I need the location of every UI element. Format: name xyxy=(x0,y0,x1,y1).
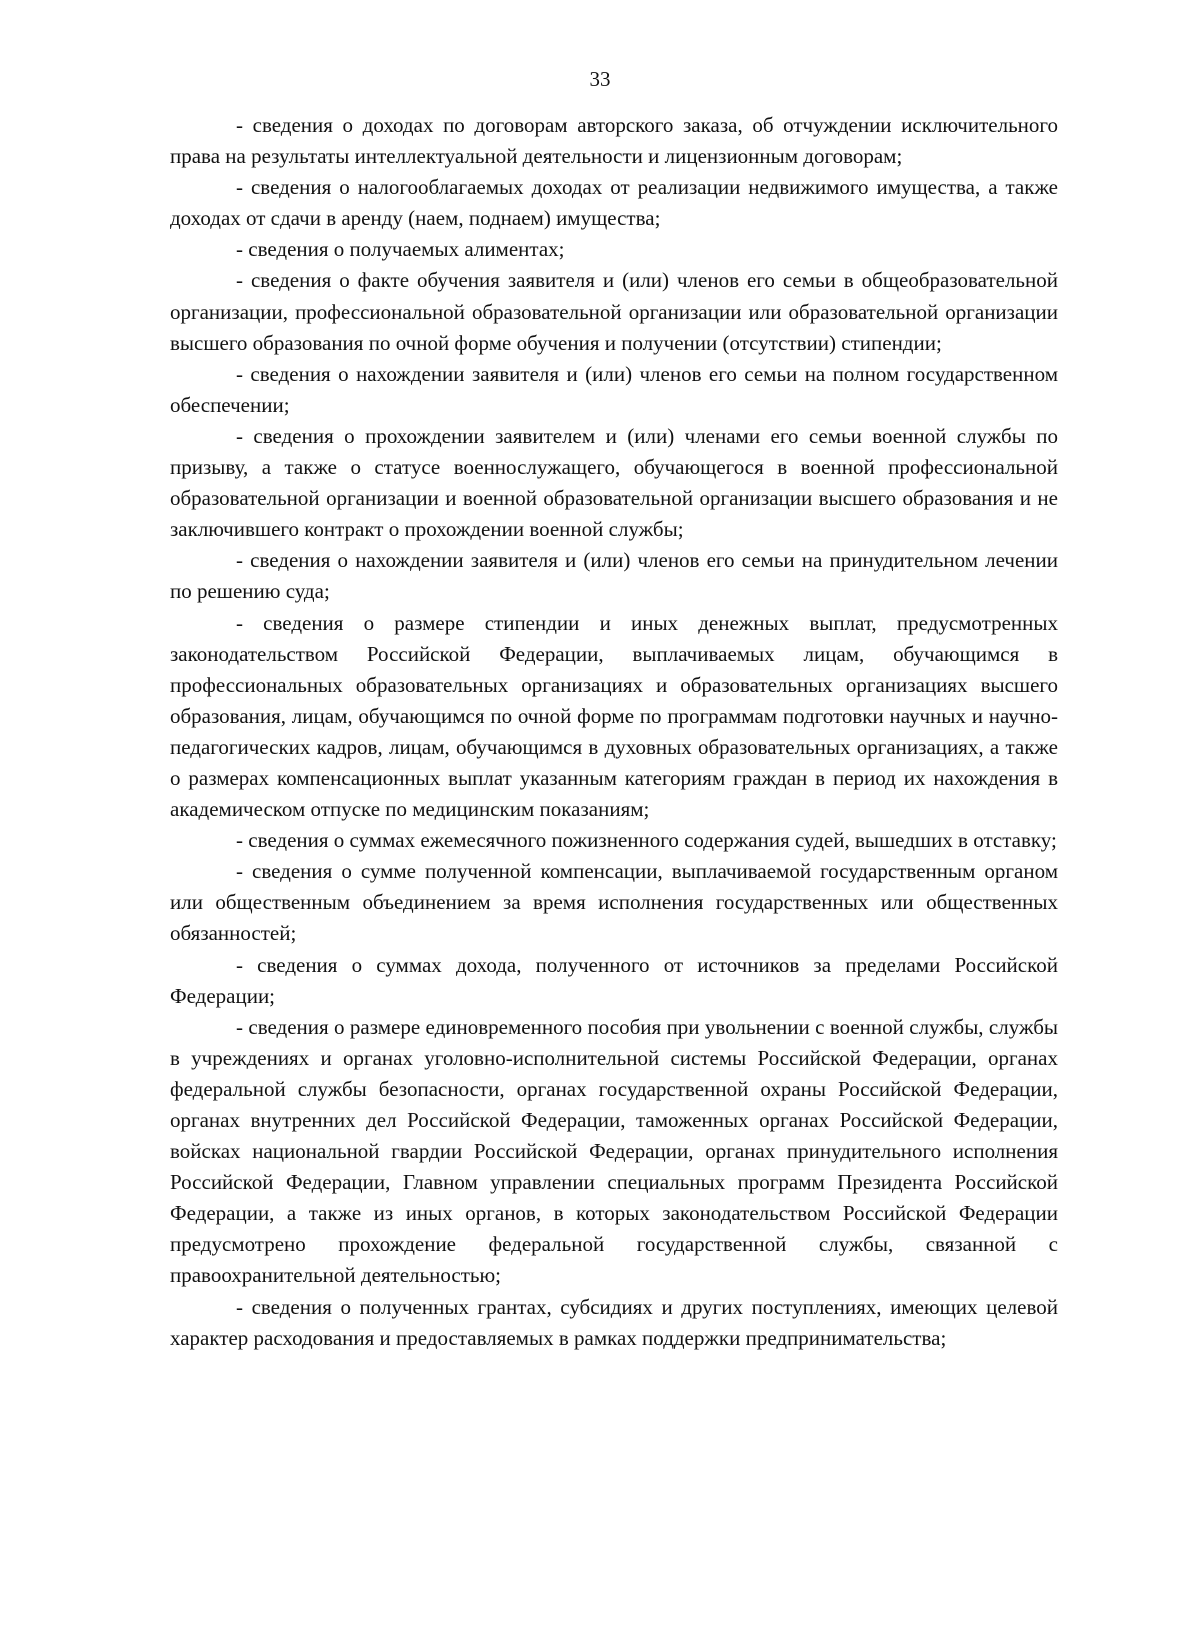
paragraph-real-estate-income: - сведения о налогооблагаемых доходах от реализации недвижимого имущества, а также доходах от сдачи в аренду (наем, поднаем) имущества; xyxy=(170,175,1058,231)
document-body xyxy=(170,110,1058,1354)
paragraph-alimony: - сведения о получаемых алиментах; xyxy=(236,237,565,262)
paragraph-severance-allowance: - сведения о размере единовременного пособия при увольнении с военной службы, службы в учреждениях и органах уголовно-исполнительной системы Российской Федерации, органах федеральной службы безопасности, органах государственной охраны Российской Федерации, органах внутренних дел Российской Федерации, таможенных органах Российской Федерации, войсках национальной гвардии Российской Федерации, органах принудительного исполнения Российской Федерации, Главном управлении специальных программ Президента Российской Федерации, а также из иных органов, в которых законодательством Российской Федерации предусмотрено прохождение федеральной государственной службы, связанной с правоохранительной деятельностью; xyxy=(170,1014,1058,1288)
page-number: 33 xyxy=(589,67,611,91)
paragraph-stipend-amount: - сведения о размере стипендии и иных денежных выплат, предусмотренных законодательством Российской Федерации, выплачиваемых лицам, обучающимся в профессиональных образовательных организациях и образовательных организациях высшего образования, лицам, обучающимся по очной форме по программам подготовки научных и научно-педагогических кадров, лицам, обучающимся в духовных образовательных организациях, а также о размерах компенсационных выплат указанным категориям граждан в период их нахождения в академическом отпуске по медицинским показаниям; xyxy=(170,610,1058,822)
paragraph-foreign-income: - сведения о суммах дохода, полученного от источников за пределами Российской Федерации; xyxy=(170,952,1058,1008)
paragraph-author-contracts-income: - сведения о доходах по договорам авторского заказа, об отчуждении исключительного права на результаты интеллектуальной деятельности и лицензионным договорам; xyxy=(170,113,1058,169)
paragraph-military-service: - сведения о прохождении заявителем и (или) членами его семьи военной службы по призыву, а также о статусе военнослужащего, обучающегося в военной профессиональной образовательной организации и военной образовательной организации высшего образования и не заключившего контракт о прохождении военной службы; xyxy=(170,423,1058,542)
paragraph-compensation: - сведения о сумме полученной компенсации, выплачиваемой государственным органом или общественным объединением за время исполнения государственных или общественных обязанностей; xyxy=(170,859,1058,946)
paragraph-compulsory-treatment: - сведения о нахождении заявителя и (или) членов его семьи на принудительном лечении по решению суда; xyxy=(170,548,1058,604)
paragraph-judges-allowance: - сведения о суммах ежемесячного пожизненного содержания судей, вышедших в отставку; xyxy=(236,828,1057,853)
paragraph-state-support: - сведения о нахождении заявителя и (или) членов его семьи на полном государственном обеспечении; xyxy=(170,361,1058,417)
paragraph-education-stipend: - сведения о факте обучения заявителя и (или) членов его семьи в общеобразовательной организации, профессиональной образовательной организации или образовательной организации высшего образования по очной форме обучения и получении (отсутствии) стипендии; xyxy=(170,268,1058,355)
paragraph-grants-subsidies: - сведения о полученных грантах, субсидиях и других поступлениях, имеющих целевой характер расходования и предоставляемых в рамках поддержки предпринимательства; xyxy=(170,1294,1058,1350)
